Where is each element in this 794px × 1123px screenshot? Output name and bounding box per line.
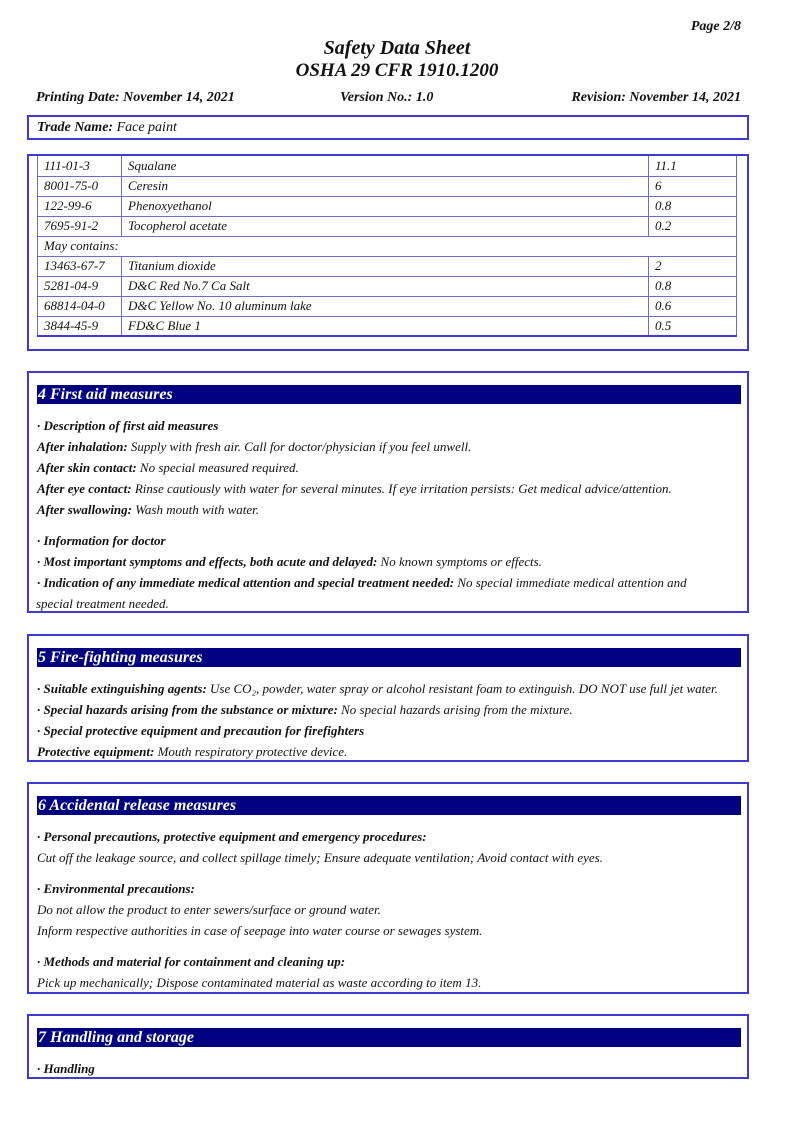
equipment-line: Protective equipment: Mouth respiratory protective device. (37, 744, 348, 759)
symptoms-line: · Most important symptoms and effects, both acute and delayed: No known symptoms or effects. (37, 554, 542, 569)
cas-number: 122-99-6 (38, 196, 122, 216)
cas-number: 3844-45-9 (38, 316, 122, 336)
subheading: · Information for doctor (37, 533, 166, 548)
section-fire-fighting (27, 634, 749, 762)
section-heading: 7 Handling and storage (37, 1028, 741, 1047)
agents-line: · Suitable extinguishing agents: Use CO₂, powder, water spray or alcohol resistant foam to extinguish. DO NOT use full jet water. (37, 681, 718, 696)
trade-name-label: Trade Name: (37, 120, 114, 135)
indication-line: · Indication of any immediate medical attention and special treatment needed: No special immediate medical attention and (37, 575, 687, 590)
subheading: · Handling (37, 1061, 95, 1076)
page-number: Page 2/8 (690, 19, 741, 34)
env-text: Do not allow the product to enter sewers/surface or ground water. (37, 902, 381, 917)
revision-date: Revision: November 14, 2021 (571, 90, 741, 105)
ingredient-name: FD&C Blue 1 (122, 316, 649, 336)
may-contain-label: May contains: (38, 236, 737, 256)
section-handling-storage (27, 1014, 749, 1079)
document-subtitle: OSHA 29 CFR 1910.1200 (295, 60, 499, 81)
printing-date: Printing Date: November 14, 2021 (36, 90, 235, 105)
cas-number: 5281-04-9 (38, 276, 122, 296)
table-row (38, 316, 737, 336)
indication-line-cont: special treatment needed. (36, 596, 169, 611)
cas-number: 7695-91-2 (38, 216, 122, 236)
ingredient-percent: 6 (649, 176, 737, 196)
eye-contact-line: After eye contact: Rinse cautiously with water for several minutes. If eye irritation persists: Get medical advice/attention. (37, 481, 672, 496)
subheading: · Description of first aid measures (37, 418, 219, 433)
ingredient-percent: 0.5 (649, 316, 737, 336)
table-row (38, 256, 737, 276)
table-row (38, 216, 737, 236)
ingredient-name: Titanium dioxide (122, 256, 649, 276)
subheading: · Special protective equipment and precaution for firefighters (37, 723, 365, 738)
ingredient-percent: 2 (649, 256, 737, 276)
subheading: · Environmental precautions: (37, 881, 195, 896)
ingredient-percent: 11.1 (649, 156, 737, 176)
ingredient-name: D&C Yellow No. 10 aluminum lake (122, 296, 649, 316)
document-meta (36, 90, 741, 108)
table-row (38, 176, 737, 196)
section-heading: 5 Fire-fighting measures (37, 648, 741, 667)
swallowing-line: After swallowing: Wash mouth with water. (37, 502, 260, 517)
table-row-may-contain (38, 236, 737, 256)
ingredient-percent: 0.2 (649, 216, 737, 236)
cas-number: 111-01-3 (38, 156, 122, 176)
ingredient-name: Squalane (122, 156, 649, 176)
table-row (38, 276, 737, 296)
ingredient-percent: 0.6 (649, 296, 737, 316)
table-row (38, 156, 737, 176)
section-heading: 6 Accidental release measures (37, 796, 741, 815)
ingredient-name: D&C Red No.7 Ca Salt (122, 276, 649, 296)
section-accidental-release (27, 782, 749, 994)
table-row (38, 196, 737, 216)
cas-number: 68814-04-0 (38, 296, 122, 316)
version-number: Version No.: 1.0 (340, 90, 434, 105)
table-row (38, 296, 737, 316)
methods-text: Pick up mechanically; Dispose contaminated material as waste according to item 13. (37, 975, 482, 990)
subheading: · Methods and material for containment and cleaning up: (37, 954, 346, 969)
ingredient-percent: 0.8 (649, 276, 737, 296)
subheading: · Personal precautions, protective equipment and emergency procedures: (37, 829, 427, 844)
ingredient-name: Tocopherol acetate (122, 216, 649, 236)
composition-table (37, 156, 737, 337)
cas-number: 13463-67-7 (38, 256, 122, 276)
trade-name-box (27, 115, 749, 140)
section-first-aid (27, 371, 749, 613)
hazards-line: · Special hazards arising from the substance or mixture: No special hazards arising from the mixture. (37, 702, 573, 717)
composition-table-box (27, 154, 749, 351)
ingredient-name: Ceresin (122, 176, 649, 196)
ingredient-name: Phenoxyethanol (122, 196, 649, 216)
trade-name-value: Face paint (113, 120, 177, 135)
cas-number: 8001-75-0 (38, 176, 122, 196)
skin-contact-line: After skin contact: No special measured required. (37, 460, 299, 475)
inhalation-line: After inhalation: Supply with fresh air. Call for doctor/physician if you feel unwell. (37, 439, 472, 454)
ingredient-percent: 0.8 (649, 196, 737, 216)
section-heading: 4 First aid measures (37, 385, 741, 404)
personal-text: Cut off the leakage source, and collect spillage timely; Ensure adequate ventilation; Avoid contact with eyes. (37, 850, 603, 865)
env-text: Inform respective authorities in case of seepage into water course or sewages system. (37, 923, 483, 938)
document-title: Safety Data Sheet (323, 37, 471, 59)
